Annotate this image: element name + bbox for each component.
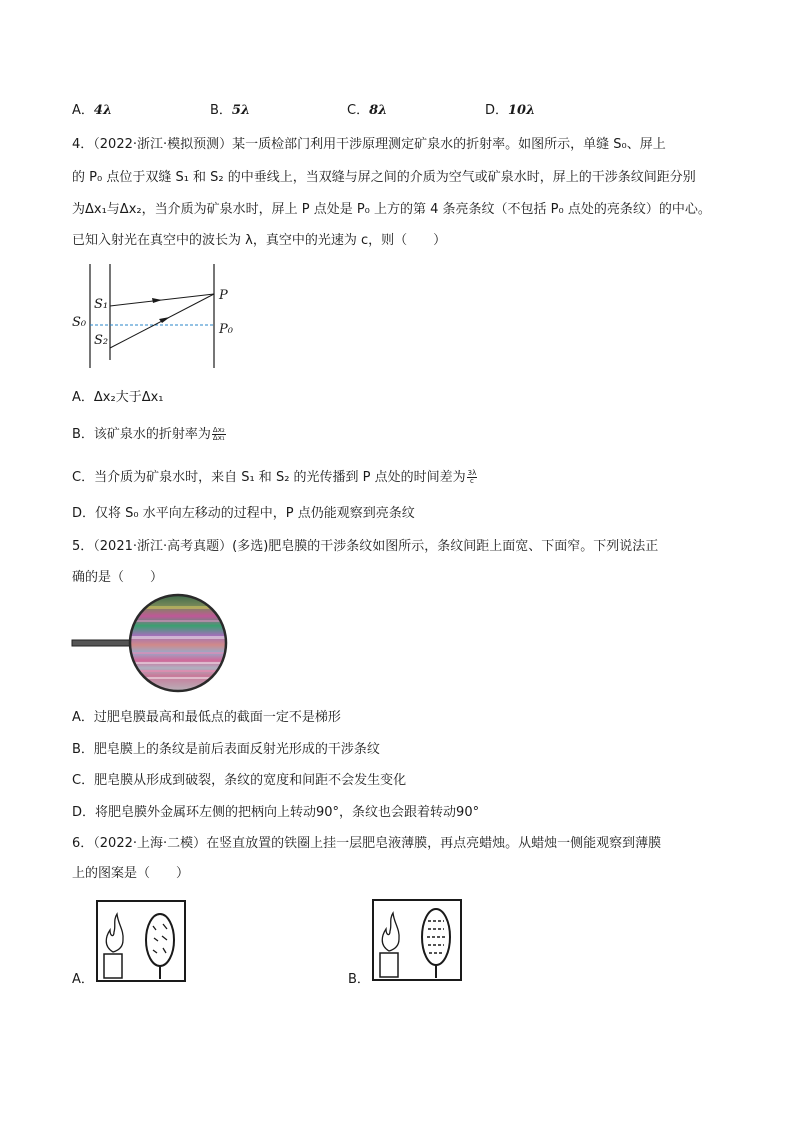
q4-stem-line-1: 4．（2022·浙江·模拟预测）某一质检部门利用干涉原理测定矿泉水的折射率。如图所示，单缝 S₀、屏上 xyxy=(72,137,666,152)
label-p0: P₀ xyxy=(219,322,233,337)
q4-option-a: A．Δx₂大于Δx₁ xyxy=(72,390,164,405)
film-ring xyxy=(422,909,450,965)
q3-option-a: A．4λ xyxy=(72,103,113,118)
label-p: P xyxy=(219,288,228,303)
q5-option-d: D．将肥皂膜外金属环左侧的把柄向上转动90°，条纹也会跟着转动90° xyxy=(72,805,480,820)
label-s0: S₀ xyxy=(72,315,87,330)
handle xyxy=(72,640,130,646)
arrow-upper xyxy=(152,298,162,303)
q5-option-b: B．肥皂膜上的条纹是前后表面反射光形成的干涉条纹 xyxy=(72,742,380,757)
q3-option-d: D．10λ xyxy=(485,103,536,118)
soap-film-figure xyxy=(70,592,240,696)
q4-option-d: D．仅将 S₀ 水平向左移动的过程中，P 点仍能观察到亮条纹 xyxy=(72,506,415,521)
q4-option-c: C．当介质为矿泉水时，来自 S₁ 和 S₂ 的光传播到 P 点处的时间差为 $\frac{3\lambda}{c}$ xyxy=(72,469,477,485)
q4-stem-line-4: 已知入射光在真空中的波长为 λ，真空中的光速为 c，则（ ） xyxy=(72,233,447,248)
candle xyxy=(104,954,122,978)
q5-stem-line-1: 5．（2021·浙江·高考真题）(多选)肥皂膜的干涉条纹如图所示，条纹间距上面宽、下面窄。下列说法正 xyxy=(72,539,659,554)
double-slit-diagram xyxy=(70,262,260,374)
q4-stem-line-3: 为Δx₁与Δx₂，当介质为矿泉水时，屏上 P 点处是 P₀ 上方的第 4 条亮条纹（不包括 P₀ 点处的亮条纹）的中心。 xyxy=(72,202,711,217)
q6-stem-line-2: 上的图案是（ ） xyxy=(72,866,190,881)
q5-stem-line-2: 确的是（ ） xyxy=(72,570,164,585)
q4-stem-line-2: 的 P₀ 点位于双缝 S₁ 和 S₂ 的中垂线上，当双缝与屏之间的介质为空气或矿泉水时，屏上的干涉条纹间距分别 xyxy=(72,170,696,185)
label-s1: S₁ xyxy=(94,297,109,312)
q6-figure-b xyxy=(372,899,462,981)
q6-stem-line-1: 6．（2022·上海·二模）在竖直放置的铁圈上挂一层肥皂液薄膜，再点亮蜡烛。从蜡烛一侧能观察到薄膜 xyxy=(72,836,662,851)
q3-option-c: C．8λ xyxy=(347,103,388,118)
q5-option-c: C．肥皂膜从形成到破裂，条纹的宽度和间距不会发生变化 xyxy=(72,773,407,788)
label-s2: S₂ xyxy=(94,333,109,348)
q4-option-b: B．该矿泉水的折射率为 $\frac{\text{Δx₂}}{\text{Δx₁}}$ xyxy=(72,426,225,442)
q6-label-b: B． xyxy=(348,972,370,987)
film-ring xyxy=(146,914,174,966)
q5-option-a: A．过肥皂膜最高和最低点的截面一定不是梯形 xyxy=(72,710,341,725)
candle xyxy=(380,953,398,977)
q6-label-a: A． xyxy=(72,972,94,987)
q3-option-b: B．5λ xyxy=(210,103,251,118)
q6-figure-a xyxy=(96,900,186,982)
